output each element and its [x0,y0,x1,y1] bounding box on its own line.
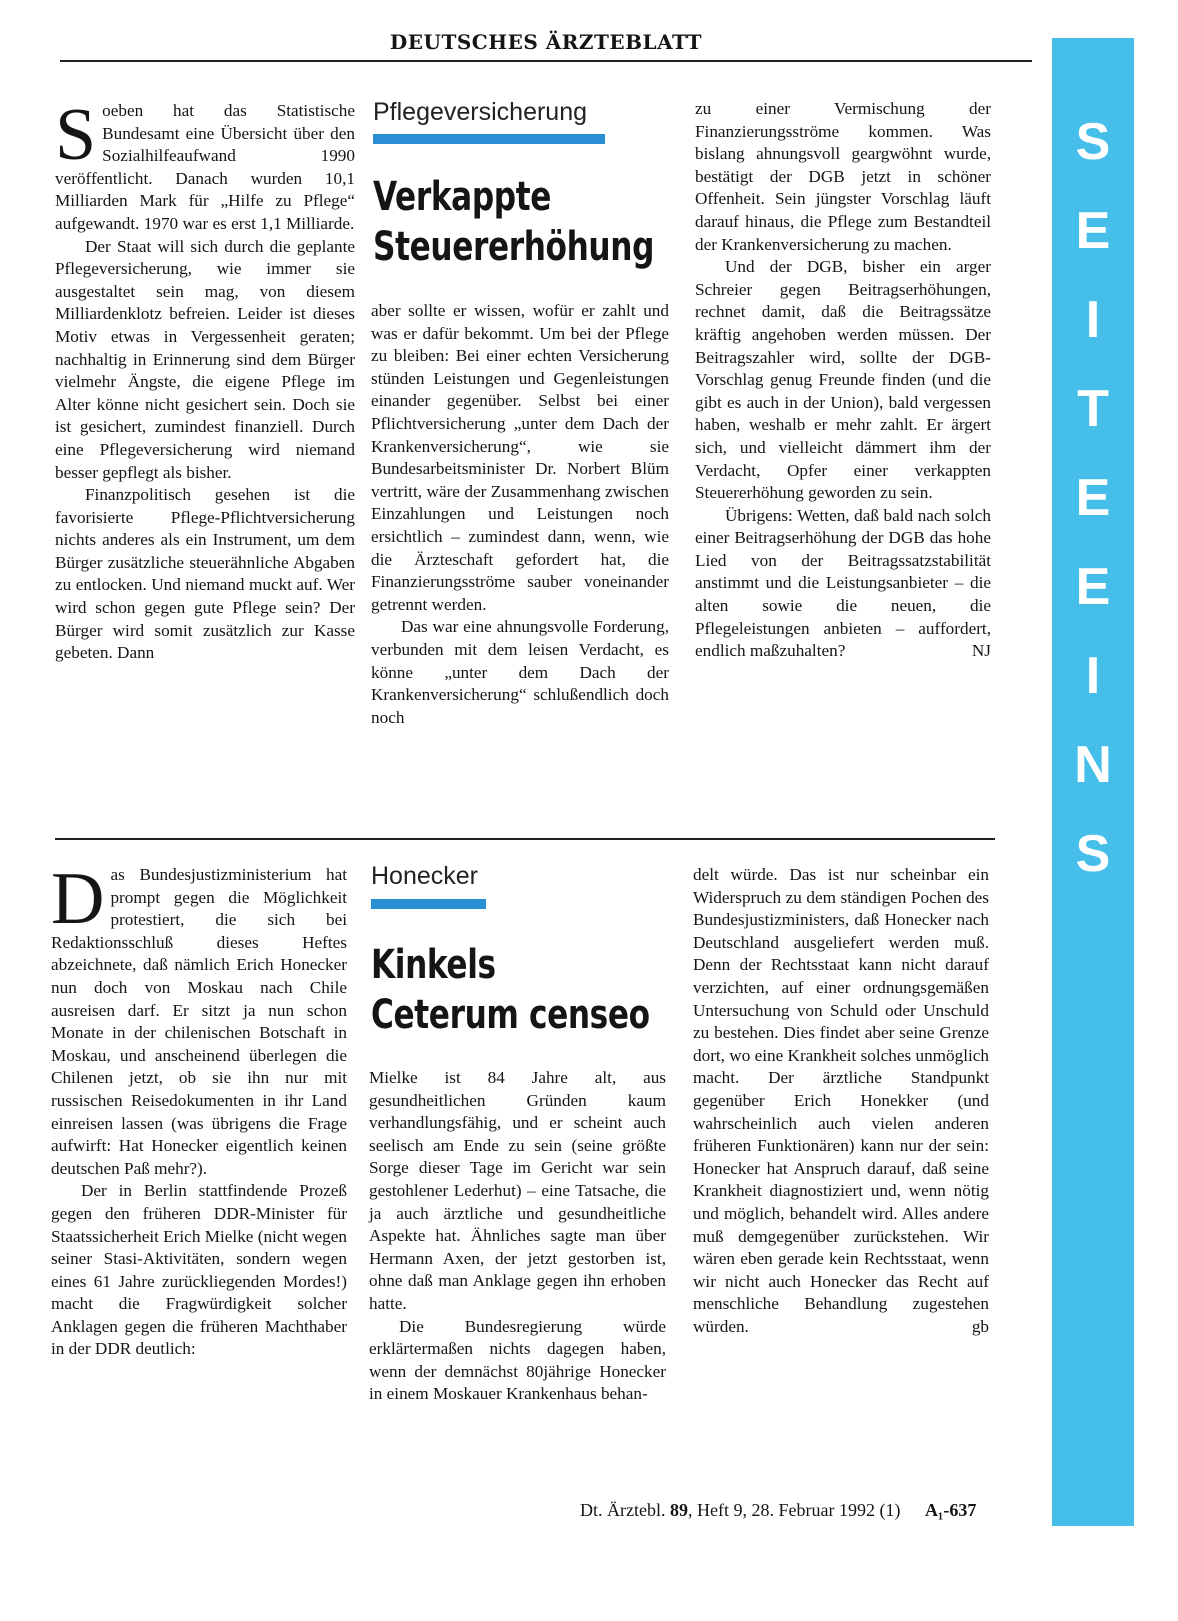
masthead: DEUTSCHES ÄRZTEBLATT [389,30,703,54]
article1-col2 [371,300,669,729]
footer-issue-date: , Heft 9, 28. Februar 1992 (1) [687,1500,901,1520]
article2-kicker: Honecker [371,862,478,890]
article1-headline-line2: Steuererhöhung [373,224,655,270]
paragraph: Mielke ist 84 Jahre alt, aus gesundheitlichen Gründen kaum verhandlungsfähig, und er scheint auch seelisch am Ende zu sein (seine größte Sorge dieser Tage im Gericht war sein gestohlener Lederhut) – eine Tatsache, die ja auch ärztliche und gesundheitliche Aspekte hat. Ähnliches sagte man über Hermann Axen, der jetzt gestorben ist, ohne daß man Anklage gegen ihn erhoben hatte. [369,1068,666,1313]
paragraph: Und der DGB, bisher ein arger Schreier gegen Beitragserhöhungen, rechnet damit, daß die Beitragssätze kräftig angehoben werden müssen. Der Beitragszahler wird, sollte der DGB-Vorschlag genug Freunde finden (und die gibt es auch in der Union), bald vergessen haben, weshalb er mehr zahlt. Er ärgert sich, und vielleicht dämmert ihm der Verdacht, Opfer einer verkappten Steuererhöhung geworden zu sein. [695,257,991,503]
sidebar-letter: E [1075,202,1111,260]
paragraph: delt würde. Das ist nur scheinbar ein Widerspruch zu dem ständigen Pochen des Bundesjustizministers, daß Honecker nach Deutschland ausgeliefert werden muß. Denn der Rechtsstaat kann nicht darauf verzichten, auf einer ordnungsgemäßen Untersuchung von Schuld oder Unschuld zu bestehen. Dies findet aber seine Grenze dort, wo eine Krankheit solches unmöglich macht. Der ärztliche Standpunkt gegenüber Erich Honekker (und wahrscheinlich auch vielen anderen früheren Funktionären) kann nur der sein: Honecker hat Anspruch darauf, daß seine Krankheit diagnostiziert und, wenn nötig und möglich, behandelt wird. Alles andere muß demgegenüber zurückstehen. Wir wären eben gerade kein Rechtsstaat, wenn wir nicht auch Honecker das Recht auf menschliche Behandlung zugestehen würden. [693,865,989,1336]
footer-journal: Dt. Ärztebl. [580,1500,666,1520]
footer [580,1500,976,1521]
paragraph: Der Staat will sich durch die geplante Pflegeversicherung, wie immer sie ausgestaltet sein mag, von diesem Milliardenklotz befreien. Leider ist dieses Motiv etwas in Vergessenheit geraten; nachhaltig in Erinnerung sind dem Bürger vielmehr Ängste, die eigene Pflege im Alter könne nicht gesichert sein. Doch sie ist gesichert, zumindest finanziell. Durch eine Pflegeversicherung wird niemand besser gepflegt als bisher. [55,236,355,482]
paragraph: as Bundesjustizministerium hat prompt gegen die Möglichkeit protestiert, die sich bei Redaktionsschluß dieses Heftes abzeichnete, daß nämlich Erich Honecker nun doch von Moskau nach Chile ausreisen darf. Er sitzt ja nun schon Monate in der chilenischen Botschaft in Moskau, und anscheinend überlegen die Chilenen jetzt, ob sie ihn nur mit russischen Reisedokumenten in ihr Land einreisen lassen (was übrigens die Frage aufwirft: Hat Honecker eigentlich keinen deutschen Paß mehr?). [51,865,347,1178]
paragraph: Finanzpolitisch gesehen ist die favorisierte Pflege-Pflichtversicherung nichts anderes als ein Instrument, um dem Bürger zusätzliche steuerähnliche Abgaben zu entlocken. Und niemand muckt auf. Wer wird schon gegen gute Pflege sein? Der Bürger wird somit zusätzlich zur Kasse gebeten. Dann [55,485,355,663]
middle-rule [55,838,995,840]
article1-kicker: Pflegeversicherung [373,98,588,126]
article2-col2 [369,1067,666,1406]
sidebar-letter: N [1074,736,1112,794]
sidebar-letter: I [1085,291,1101,349]
article1-headline-line1: Verkappte [373,174,552,220]
signature: NJ [971,641,991,661]
sidebar-letter: E [1075,469,1111,527]
sidebar-letter: S [1075,825,1111,883]
drop-cap: D [51,858,105,940]
article2-col1 [51,858,347,1361]
drop-cap: S [55,94,97,176]
top-rule [60,60,1032,62]
sidebar-letter: S [1075,113,1111,171]
paragraph: Die Bundesregierung würde erklärtermaßen nichts dagegen haben, wenn der demnächst 80jährige Honecker in einem Moskauer Krankenhaus behan- [369,1316,666,1404]
signature: gb [971,1316,989,1336]
paragraph: Das war eine ahnungsvolle Forderung, verbunden mit dem leisen Verdacht, es könne „unter dem Dach der Krankenversicherung“ schlußendlich doch noch [371,617,669,727]
kicker-bar [371,899,486,909]
article1-col1 [55,94,355,665]
paragraph: aber sollte er wissen, wofür er zahlt und was er dafür bekommt. Um bei der Pflege zu bleiben: Bei einer echten Versicherung stünden Leistungen und Gegenleistungen einander gegenüber. Selbst bei einer Pflichtversicherung „unter dem Dach der Krankenversicherung“, wie sie Bundesarbeitsminister Dr. Norbert Blüm vertritt, wäre der Zusammenhang zwischen Einzahlungen und Leistungen noch ersichtlich – zumindest dann, wenn, wie die Ärzteschaft gefordert hat, die Finanzierungsströme sauber voneinander getrennt werden. [371,301,669,614]
article1-col3 [695,98,991,663]
sidebar-letter: E [1075,558,1111,616]
paragraph: Der in Berlin stattfindende Prozeß gegen den früheren DDR-Minister für Staatssicherheit Erich Mielke (nicht wegen seiner Stasi-Aktivitäten, sondern wegen eines 61 Jahre zurückliegenden Mordes!) macht die Fragwürdigkeit solcher Anklagen gegen die früheren Machthaber in der DDR deutlich: [51,1181,347,1359]
paragraph: zu einer Vermischung der Finanzierungsströme kommen. Was bislang ahnungsvoll geargwöhnt wurde, bestätigt der DGB jetzt in schöner Offenheit. Sein jüngster Vorschlag läuft darauf hinaus, die Pflege zum Bestandteil der Krankenversicherung zu machen. [695,99,991,254]
article2-col3 [693,864,989,1338]
sidebar-letter: I [1085,647,1101,705]
kicker-bar [373,134,605,144]
seite-eins-sidebar [1052,38,1134,1526]
sidebar-letters [1052,98,1134,899]
sidebar-letter: T [1077,380,1109,438]
paragraph: Übrigens: Wetten, daß bald nach solch einer Beitragserhöhung der DGB das hohe Lied von der Beitragssatzstabilität anstimmt und die Leistungsanbieter – die alten sowie die neuen, die Pflegeleistungen anbieten – auffordert, endlich maßzuhalten? [695,505,991,661]
footer-volume: 89 [669,1500,688,1520]
paragraph: oeben hat das Statistische Bundesamt eine Übersicht über den Sozialhilfeaufwand 1990 veröffentlicht. Danach wurden 10,1 Milliarden Mark für „Hilfe zu Pflege“ aufgewandt. 1970 war es erst 1,1 Milliarde. [55,101,355,233]
article2-headline-line1: Kinkels [371,942,496,988]
footer-page: A₁-637 [924,1500,977,1520]
article2-headline-line2: Ceterum censeo [371,992,650,1038]
